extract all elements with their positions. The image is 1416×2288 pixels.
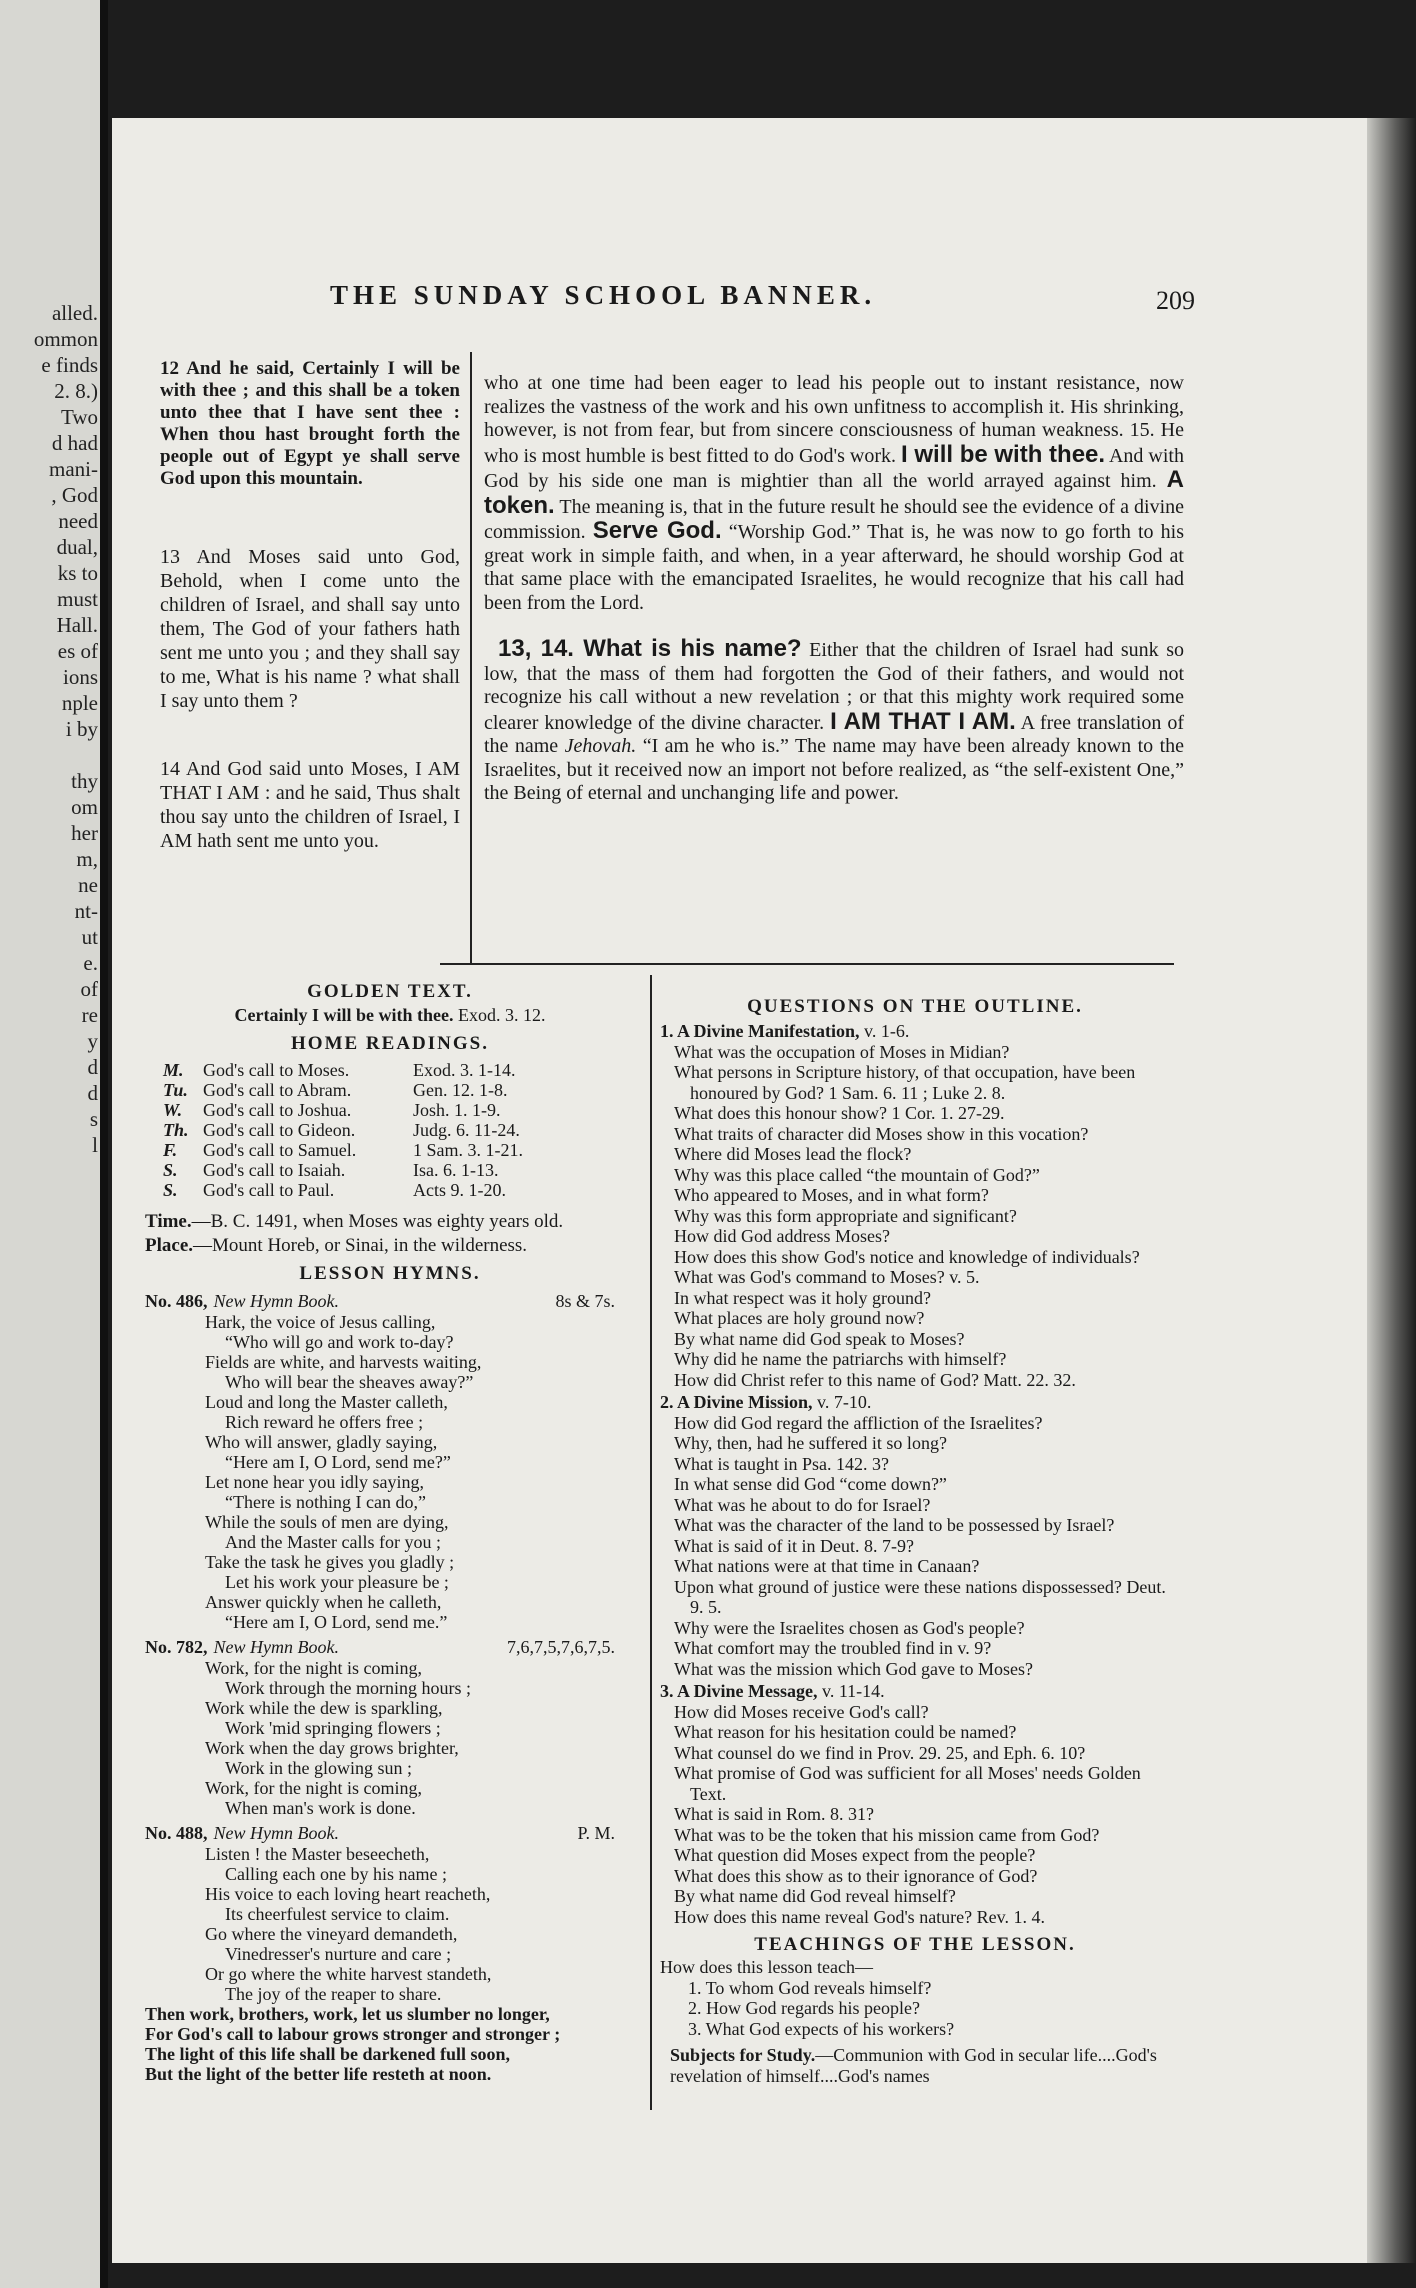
hymn-number: No. 782, [145,1637,208,1657]
hymn-line: Let his work your pleasure be ; [225,1572,449,1592]
question-item: What is taught in Psa. 142. 3? [674,1453,889,1474]
hymn-line: The light of this life shall be darkened full soon, [145,2044,511,2064]
hymn-heading [145,1290,635,1312]
hymn-line: Work 'mid springing flowers ; [225,1718,441,1738]
place-line: Place.—Mount Horeb, or Sinai, in the wilderness. [145,1235,528,1256]
home-reading-row [163,1180,635,1200]
hymn-line: Go where the vineyard demandeth, [205,1924,458,1944]
reading-text: God's call to Paul. [203,1180,335,1200]
reading-ref: 1 Sam. 3. 1-21. [413,1140,523,1160]
keyword-serve-god: Serve God. [592,517,722,544]
hymn-line: For God's call to labour grows stronger and stronger ; [145,2024,561,2044]
home-reading-row [163,1140,635,1160]
reading-text: God's call to Abram. [203,1080,352,1100]
question-section-ref: v. 1-6. [859,1021,910,1041]
reading-day: Tu. [163,1080,188,1100]
reading-day: M. [163,1060,184,1080]
question-section-title [660,1392,1170,1413]
hymn-line: Work, for the night is coming, [205,1778,423,1798]
hymn-book: New Hymn Book. [213,1291,339,1311]
question-item: What persons in Scripture history, of that occupation, have been honoured by God? 1 Sam. 6. 11 ; Luke 2. 8. [674,1062,1136,1103]
reading-day: S. [163,1180,178,1200]
question-section-title [660,1021,1170,1042]
question-section-name: 1. A Divine Manifestation, [660,1021,860,1041]
question-item: Why were the Israelites chosen as God's people? [674,1617,1025,1638]
reading-text: God's call to Isaiah. [203,1160,346,1180]
question-item: Where did Moses lead the flock? [674,1144,912,1164]
reading-text: God's call to Samuel. [203,1140,357,1160]
question-item: Why was this place called “the mountain of God?” [674,1164,1040,1185]
hymn-line: When man's work is done. [225,1798,416,1818]
golden-text-heading: GOLDEN TEXT. [307,981,473,1002]
hymn-line: Vinedresser's nurture and care ; [225,1944,452,1964]
hymn-line: The joy of the reaper to share. [225,1984,442,2004]
question-section-ref: v. 11-14. [817,1681,885,1701]
question-item: Who appeared to Moses, and in what form? [674,1185,989,1205]
question-section-ref: v. 7-10. [812,1392,872,1412]
commentary-paragraph-1: who at one time had been eager to lead his people out to instant resistance, now realizes the vastness of the work and his own unfitness to accomplish it. His shrinking, however, is not from fear, but from sincere consciousness of human weakness. 15. He who is most humble is best fitted to do God's work. I will be with thee. And with God by his side one man is mightier than all the world arrayed against him. A token. The meaning is, that in the future result he should see the evidence of a divine commission. Serve God. “Worship God.” That is, he was now to go forth to his great work in simple faith, and when, in a year afterward, he should worship God at that same place with the emancipated Israelites, he would recognize that his call had been from the Lord. [484,372,1185,614]
home-readings-heading: HOME READINGS. [291,1033,489,1054]
reading-ref: Gen. 12. 1-8. [413,1080,508,1100]
hymn-meter: P. M. [577,1823,615,1843]
teachings-list [660,1978,1170,2040]
question-item: What reason for his hesitation could be named? [674,1722,1017,1742]
question-item: What traits of character did Moses show in this vocation? [674,1123,1089,1144]
home-readings-list [145,1060,635,1200]
reading-text: God's call to Moses. [203,1060,350,1080]
hymn-book: New Hymn Book. [213,1823,339,1843]
teaching-item: 1. To whom God reveals himself? [688,1977,932,1998]
question-item: What does this honour show? 1 Cor. 1. 27-29. [674,1103,1005,1123]
hymn-number: No. 488, [145,1823,208,1843]
question-item: Why did he name the patriarchs with himself? [674,1349,1007,1369]
question-item: What nations were at that time in Canaan? [674,1556,980,1576]
keyword-token: A token. [484,466,1184,519]
hymn-meter: 7,6,7,5,7,6,7,5. [507,1637,615,1657]
question-item: How did God regard the affliction of the Israelites? [674,1412,1043,1433]
adjacent-page-strip [0,0,108,2288]
question-item: What was the occupation of Moses in Midian? [674,1041,1010,1062]
hymn-line: “Who will go and work to-day? [225,1332,454,1352]
hymn-number: No. 486, [145,1291,208,1311]
column-rule-top [470,352,472,964]
teachings-intro: How does this lesson teach— [660,1957,873,1977]
question-item: Why was this form appropriate and significant? [674,1205,1017,1226]
hymn-heading [145,1822,635,1844]
commentary-column [484,372,1184,806]
page-gutter [100,0,108,2288]
question-item: Why, then, had he suffered it so long? [674,1433,947,1453]
questions-column [660,995,1170,2086]
question-item: What was to be the token that his mission came from God? [674,1824,1100,1845]
commentary-paragraph-2: 13, 14. What is his name? Either that the children of Israel had sunk so low, that the mass of them had forgotten the God of their fathers, and would not recognize his call without a new revelation ; or that this mighty work required some clearer knowledge of the divine character. I AM THAT I AM. A free translation of the name Jehovah. “I am he who is.” The name may have been already known to the Israelites, but it received now an import not before realized, as “the self-existent One,” the Being of eternal and unchanging life and power. [484,635,1185,804]
verse-12: 12 And he said, Certainly I will be with thee ; and this shall be a token unto thee that I have sent thee : When thou hast brought forth the people out of Egypt ye shall serve God upon this mountain. [160,358,460,489]
page-number: 209 [1156,286,1195,315]
teachings-heading: TEACHINGS OF THE LESSON. [754,1934,1076,1955]
lesson-hymns-heading: LESSON HYMNS. [299,1263,481,1284]
hymn-line: Then work, brothers, work, let us slumber no longer, [145,2004,550,2024]
adjacent-page-fragments: alled. ommon e finds 2. 8.) Two d had mani- , God need dual, ks to must Hall. es of ions nple i by thy om her m, ne nt- ut e. of re y d d s l [33,301,98,1157]
teaching-item: 2. How God regards his people? [688,1998,920,2018]
question-item: By what name did God reveal himself? [674,1886,956,1906]
hymn-line: But the light of the better life resteth at noon. [145,2064,492,2084]
hymn-line: Work, for the night is coming, [205,1658,423,1678]
reading-ref: Acts 9. 1-20. [413,1180,506,1200]
reading-day: F. [163,1140,178,1160]
question-item: Upon what ground of justice were these nations dispossessed? Deut. 9. 5. [674,1576,1166,1617]
question-item: What counsel do we find in Prov. 29. 25, and Eph. 6. 10? [674,1742,1086,1763]
hymn-line: “Here am I, O Lord, send me.” [225,1612,448,1632]
home-reading-row [163,1160,635,1180]
reading-day: S. [163,1160,178,1180]
hymn-line: Work when the day grows brighter, [205,1738,459,1758]
question-item: How did God address Moses? [674,1226,890,1246]
question-section-title [660,1681,1170,1702]
hymn-line: Work through the morning hours ; [225,1678,472,1698]
home-reading-row [163,1120,635,1140]
hymn-line: His voice to each loving heart reacheth, [205,1884,491,1904]
question-item: What does this show as to their ignorance of God? [674,1865,1038,1886]
question-item: How did Christ refer to this name of God? Matt. 22. 32. [674,1369,1076,1390]
keyword-will-be-with-thee: I will be with thee. [901,440,1106,468]
hymn-line: Fields are white, and harvests waiting, [205,1352,482,1372]
hymn-line: “There is nothing I can do,” [225,1492,426,1512]
hymn-line: Work while the dew is sparkling, [205,1698,443,1718]
reading-text: God's call to Gideon. [203,1120,356,1140]
question-item: What was the mission which God gave to Moses? [674,1658,1033,1679]
question-section-name: 2. A Divine Mission, [660,1392,813,1412]
reading-ref: Josh. 1. 1-9. [413,1100,501,1120]
time-line: Time.—B. C. 1491, when Moses was eighty years old. [145,1211,564,1232]
hymn-line: Hark, the voice of Jesus calling, [205,1312,436,1332]
question-item: How does this show God's notice and knowledge of individuals? [674,1246,1140,1267]
teaching-item: 3. What God expects of his workers? [688,2018,955,2039]
page-edge-shadow [1367,118,1416,2263]
question-section-name: 3. A Divine Message, [660,1681,818,1701]
hymn-line: Take the task he gives you gladly ; [205,1552,455,1572]
hymn-heading [145,1636,635,1658]
question-item: What is said of it in Deut. 8. 7-9? [674,1535,914,1556]
reading-ref: Isa. 6. 1-13. [413,1160,499,1180]
hymn-book: New Hymn Book. [213,1637,339,1657]
running-title: THE SUNDAY SCHOOL BANNER. [330,280,877,310]
question-item: How does this name reveal God's nature? Rev. 1. 4. [674,1906,1045,1927]
hymn-line: Work in the glowing sun ; [225,1758,413,1778]
question-item: By what name did God speak to Moses? [674,1328,965,1349]
verse-14: 14 And God said unto Moses, I AM THAT I AM : and he said, Thus shalt thou say unto the children of Israel, I AM hath sent me unto you. [160,758,460,852]
keyword-what-is-his-name: 13, 14. What is his name? [498,635,802,662]
hymn-line: Calling each one by his name ; [225,1864,447,1884]
hymn-line: Its cheerfulest service to claim. [225,1904,450,1924]
verse-13: 13 And Moses said unto God, Behold, when I come unto the children of Israel, and shall say unto them, The God of your fathers hath sent me unto you ; and they shall say to me, What is his name ? what shall I say unto them ? [160,546,460,712]
hymn-meter: 8s & 7s. [555,1291,615,1311]
running-header [215,280,1195,320]
question-item: What question did Moses expect from the people? [674,1845,1036,1865]
reading-day: W. [163,1100,183,1120]
column-rule-bottom [650,975,652,2110]
keyword-i-am-that-i-am: I AM THAT I AM. [830,707,1016,735]
hymn-line: Answer quickly when he calleth, [205,1592,442,1612]
question-item: How did Moses receive God's call? [674,1701,929,1722]
lesson-aids-column [145,980,635,2084]
reading-text: God's call to Joshua. [203,1100,352,1120]
hymn-line: Let none hear you idly saying, [205,1472,424,1492]
questions-heading: QUESTIONS ON THE OUTLINE. [747,996,1083,1017]
hymn-line: Rich reward he offers free ; [225,1412,424,1432]
home-reading-row [163,1100,635,1120]
subjects-for-study: Subjects for Study.—Communion with God in secular life....God's revelation of himself....God's names [670,2045,1157,2086]
hymn-line: And the Master calls for you ; [225,1532,441,1552]
hymn-line: “Here am I, O Lord, send me?” [225,1452,451,1472]
question-item: What comfort may the troubled find in v. 9? [674,1638,992,1658]
reading-ref: Judg. 6. 11-24. [413,1120,520,1140]
question-item: In what respect was it holy ground? [674,1287,931,1308]
question-item: What places are holy ground now? [674,1308,925,1328]
hymn-line: While the souls of men are dying, [205,1512,449,1532]
home-reading-row [163,1060,635,1080]
lesson-hymns [145,1290,635,2084]
hymn-line: Who will answer, gladly saying, [205,1432,438,1452]
question-item: What was he about to do for Israel? [674,1494,931,1515]
hymn-line: Or go where the white harvest standeth, [205,1964,492,1984]
question-item: In what sense did God “come down?” [674,1474,947,1494]
reading-ref: Exod. 3. 1-14. [413,1060,516,1080]
hymn-line: Listen ! the Master beseecheth, [205,1844,430,1864]
hymn-line: Who will bear the sheaves away?” [225,1372,474,1392]
hymn-line: Loud and long the Master calleth, [205,1392,448,1412]
section-rule [440,963,1174,965]
question-item: What is said in Rom. 8. 31? [674,1804,874,1824]
home-reading-row [163,1080,635,1100]
questions-list [660,1021,1170,1927]
question-item: What was God's command to Moses? v. 5. [674,1267,980,1287]
scripture-column [160,358,460,853]
question-item: What promise of God was sufficient for all Moses' needs Golden Text. [674,1763,1141,1804]
question-item: What was the character of the land to be possessed by Israel? [674,1515,1115,1535]
golden-text: Certainly I will be with thee. Exod. 3. 12. [234,1005,546,1025]
reading-day: Th. [163,1120,189,1140]
